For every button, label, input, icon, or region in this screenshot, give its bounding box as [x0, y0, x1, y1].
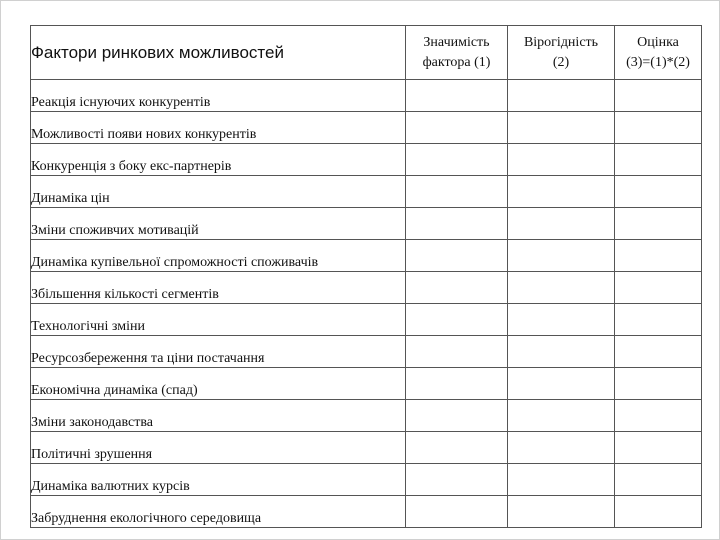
score-cell — [615, 304, 702, 336]
probability-cell — [508, 272, 615, 304]
factor-label: Можливості появи нових конкурентів — [31, 112, 406, 144]
score-cell — [615, 464, 702, 496]
column-header-line: Оцінка — [637, 34, 679, 50]
table-row — [31, 144, 702, 176]
significance-cell — [406, 240, 508, 272]
factor-label: Динаміка купівельної спроможності споживачів — [31, 240, 406, 272]
probability-cell — [508, 496, 615, 528]
factor-label: Конкуренція з боку екс-партнерів — [31, 144, 406, 176]
column-header-significance — [406, 26, 508, 80]
column-header-line: (2) — [552, 54, 570, 70]
probability-cell — [508, 208, 615, 240]
factor-label: Політичні зрушення — [31, 432, 406, 464]
score-cell — [615, 144, 702, 176]
probability-cell — [508, 336, 615, 368]
probability-cell — [508, 80, 615, 112]
score-cell — [615, 208, 702, 240]
significance-cell — [406, 80, 508, 112]
column-header-line: Вірогідність — [523, 34, 599, 50]
factors-table — [30, 25, 702, 528]
score-cell — [615, 432, 702, 464]
significance-cell — [406, 176, 508, 208]
significance-cell — [406, 496, 508, 528]
table-header-row — [31, 26, 702, 80]
probability-cell — [508, 432, 615, 464]
column-header-probability — [508, 26, 615, 80]
significance-cell — [406, 432, 508, 464]
factor-label: Економічна динаміка (спад) — [31, 368, 406, 400]
table-row — [31, 368, 702, 400]
factor-label: Динаміка цін — [31, 176, 406, 208]
table-title: Фактори ринкових можливостей — [31, 26, 406, 80]
significance-cell — [406, 400, 508, 432]
factor-label: Зміни законодавства — [31, 400, 406, 432]
significance-cell — [406, 272, 508, 304]
score-cell — [615, 368, 702, 400]
table-row — [31, 208, 702, 240]
column-header-line: Значимість — [423, 34, 490, 50]
score-cell — [615, 112, 702, 144]
score-cell — [615, 176, 702, 208]
factor-label: Динаміка валютних курсів — [31, 464, 406, 496]
table-row — [31, 240, 702, 272]
probability-cell — [508, 304, 615, 336]
column-header-line: (3)=(1)*(2) — [626, 54, 690, 70]
table-row — [31, 176, 702, 208]
probability-cell — [508, 400, 615, 432]
factor-label: Збільшення кількості сегментів — [31, 272, 406, 304]
significance-cell — [406, 336, 508, 368]
probability-cell — [508, 464, 615, 496]
table-row — [31, 112, 702, 144]
score-cell — [615, 400, 702, 432]
score-cell — [615, 336, 702, 368]
table-row — [31, 336, 702, 368]
significance-cell — [406, 144, 508, 176]
table-row — [31, 272, 702, 304]
table-row — [31, 432, 702, 464]
probability-cell — [508, 176, 615, 208]
score-cell — [615, 496, 702, 528]
significance-cell — [406, 368, 508, 400]
significance-cell — [406, 208, 508, 240]
factor-label: Ресурсозбереження та ціни постачання — [31, 336, 406, 368]
probability-cell — [508, 240, 615, 272]
score-cell — [615, 80, 702, 112]
table-row — [31, 464, 702, 496]
score-cell — [615, 272, 702, 304]
table-row — [31, 496, 702, 528]
column-header-score — [615, 26, 702, 80]
table-row — [31, 80, 702, 112]
column-header-line: фактора (1) — [422, 54, 491, 70]
probability-cell — [508, 368, 615, 400]
significance-cell — [406, 112, 508, 144]
table-row — [31, 304, 702, 336]
probability-cell — [508, 144, 615, 176]
probability-cell — [508, 112, 615, 144]
significance-cell — [406, 464, 508, 496]
significance-cell — [406, 304, 508, 336]
factor-label: Зміни споживчих мотивацій — [31, 208, 406, 240]
table-row — [31, 400, 702, 432]
factor-label: Забруднення екологічного середовища — [31, 496, 406, 528]
factor-label: Технологічні зміни — [31, 304, 406, 336]
score-cell — [615, 240, 702, 272]
factor-label: Реакція існуючих конкурентів — [31, 80, 406, 112]
